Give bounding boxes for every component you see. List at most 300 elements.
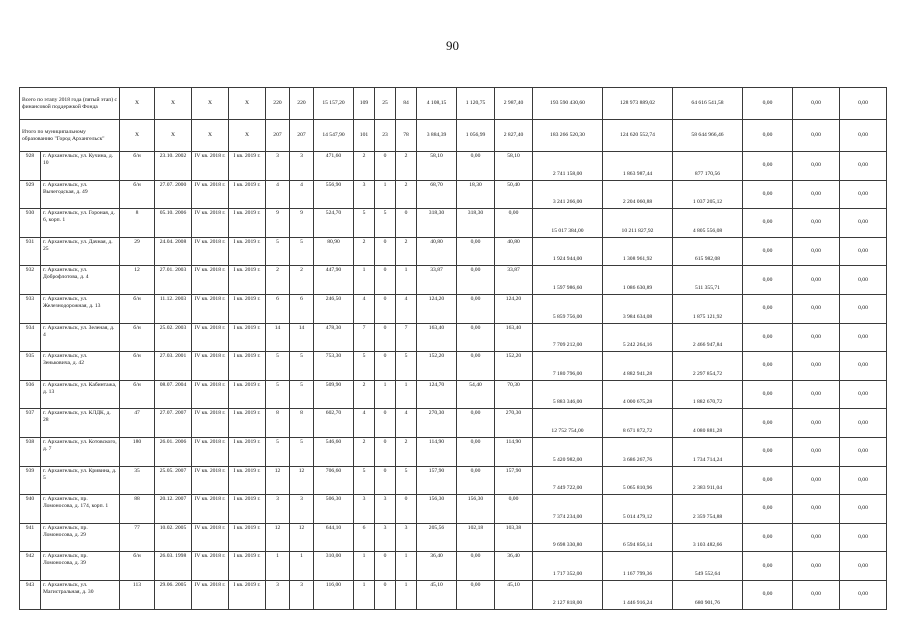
table-cell: 10 211 827,92 — [603, 209, 673, 238]
table-cell: 27.03. 2001 — [155, 352, 192, 381]
table-cell: IV кв. 2018 г. — [192, 152, 229, 181]
table-cell: г. Архангельск, ул. Магистральная, д. 30 — [41, 580, 120, 609]
table-cell: 163,40 — [417, 323, 457, 352]
table-cell: 0,00 — [743, 266, 793, 295]
table-cell: 1 446 916,24 — [603, 580, 673, 609]
table-cell: 5 — [290, 352, 314, 381]
table-cell: 549 552,64 — [673, 552, 743, 581]
resettlement-table — [19, 87, 887, 610]
table-cell: IV кв. 2018 г. — [192, 266, 229, 295]
table-cell: 0,00 — [793, 180, 840, 209]
table-cell: 5 014 479,12 — [603, 495, 673, 524]
table-cell: 3 — [375, 495, 396, 524]
table-cell: 0 — [375, 352, 396, 381]
table-cell: 7 449 722,00 — [533, 466, 603, 495]
table-cell: IV кв. 2018 г. — [192, 237, 229, 266]
table-cell: 1 056,99 — [457, 120, 495, 152]
table-cell: 0 — [375, 580, 396, 609]
table-cell: 0,00 — [743, 580, 793, 609]
table-cell: 12 — [290, 466, 314, 495]
table-row — [20, 523, 887, 552]
table-cell: 4 — [354, 294, 375, 323]
table-cell: 124,70 — [417, 380, 457, 409]
table-cell: 156,30 — [457, 495, 495, 524]
table-cell: 64 616 541,58 — [673, 88, 743, 120]
table-cell: 33,87 — [495, 266, 533, 295]
table-cell: 3 984 634,08 — [603, 294, 673, 323]
table-cell: 4 108,15 — [417, 88, 457, 120]
table-cell: б/н — [120, 323, 155, 352]
table-cell: 25 — [375, 88, 396, 120]
table-cell: 2 — [354, 437, 375, 466]
table-cell: 207 — [266, 120, 290, 152]
table-cell: 5 065 810,96 — [603, 466, 673, 495]
table-cell: 2 — [396, 437, 417, 466]
table-cell: 0,00 — [457, 152, 495, 181]
table-cell: 1 — [290, 552, 314, 581]
table-cell: 0,00 — [840, 580, 887, 609]
table-body — [20, 88, 887, 610]
table-cell: 15 157,20 — [314, 88, 354, 120]
table-cell: 0,00 — [743, 209, 793, 238]
table-cell: 0,00 — [793, 266, 840, 295]
table-cell: 0,00 — [743, 152, 793, 181]
table-cell: 942 — [20, 552, 41, 581]
table-cell: 509,90 — [314, 380, 354, 409]
table-cell: 933 — [20, 294, 41, 323]
table-cell: 0,00 — [743, 294, 793, 323]
table-cell: 0,00 — [840, 437, 887, 466]
table-cell: 7 — [396, 323, 417, 352]
table-cell: 220 — [266, 88, 290, 120]
table-cell: 471,60 — [314, 152, 354, 181]
table-cell: 0,00 — [793, 120, 840, 152]
table-cell: 26.01. 2006 — [155, 437, 192, 466]
table-cell: 1 875 121,92 — [673, 294, 743, 323]
table-cell: 2 987,40 — [495, 88, 533, 120]
table-cell: 4 — [396, 294, 417, 323]
table-cell: 0,00 — [457, 237, 495, 266]
summary-row — [20, 88, 887, 120]
table-cell: 1 308 961,92 — [603, 237, 673, 266]
table-cell: X — [155, 120, 192, 152]
table-cell: г. Архангельск, ул. Кривина, д. 5 — [41, 466, 120, 495]
table-cell: г. Архангельск, ул. Котовского, д. 7 — [41, 437, 120, 466]
table-cell: 0,00 — [743, 409, 793, 438]
table-cell: б/н — [120, 552, 155, 581]
table-cell: б/н — [120, 180, 155, 209]
table-cell: 4 000 675,28 — [603, 380, 673, 409]
table-row — [20, 409, 887, 438]
table-cell: X — [120, 120, 155, 152]
table-cell: 5 — [396, 466, 417, 495]
table-cell: 6 594 856,14 — [603, 523, 673, 552]
table-cell: I кв. 2019 г. — [229, 523, 266, 552]
table-cell: 1 — [396, 266, 417, 295]
table-cell: 5 — [290, 437, 314, 466]
table-cell: 0,00 — [457, 323, 495, 352]
table-cell: 0,00 — [840, 495, 887, 524]
table-row — [20, 352, 887, 381]
table-cell: 5 — [266, 437, 290, 466]
table-cell: X — [120, 88, 155, 120]
table-cell: IV кв. 2018 г. — [192, 466, 229, 495]
table-cell: 18,30 — [457, 180, 495, 209]
table-cell: 58,10 — [417, 152, 457, 181]
table-cell: 0,00 — [743, 523, 793, 552]
table-cell: 14 547,90 — [314, 120, 354, 152]
table-cell: 205,56 — [417, 523, 457, 552]
table-cell: 5 — [290, 380, 314, 409]
table-cell: 0,00 — [457, 466, 495, 495]
table-cell: 524,70 — [314, 209, 354, 238]
table-cell: 0,00 — [793, 495, 840, 524]
table-cell: 615 982,08 — [673, 237, 743, 266]
table-cell: 0 — [375, 266, 396, 295]
table-cell: г. Архангельск, пр. Ломоносова, д. 29 — [41, 523, 120, 552]
table-cell: 4 080 881,28 — [673, 409, 743, 438]
table-cell: I кв. 2019 г. — [229, 323, 266, 352]
table-cell: 6 — [354, 523, 375, 552]
table-row — [20, 152, 887, 181]
table-cell: 1 — [354, 552, 375, 581]
table-cell: IV кв. 2018 г. — [192, 180, 229, 209]
table-row — [20, 209, 887, 238]
table-cell: 506,30 — [314, 495, 354, 524]
table-cell: 113 — [120, 580, 155, 609]
table-cell: 4 — [266, 180, 290, 209]
table-cell: I кв. 2019 г. — [229, 409, 266, 438]
table-cell: 12 752 754,00 — [533, 409, 603, 438]
table-cell: 8 671 872,72 — [603, 409, 673, 438]
table-cell: 0,00 — [793, 209, 840, 238]
table-cell: 5 — [354, 209, 375, 238]
table-cell: 0,00 — [840, 323, 887, 352]
table-cell: г. Архангельск, ул. Зеньковича, д. 42 — [41, 352, 120, 381]
table-cell: 70,30 — [495, 380, 533, 409]
table-cell: 27.01. 2003 — [155, 266, 192, 295]
table-cell: 0,00 — [840, 120, 887, 152]
table-cell: IV кв. 2018 г. — [192, 323, 229, 352]
table-cell: 1 037 205,12 — [673, 180, 743, 209]
table-cell: 0,00 — [840, 266, 887, 295]
table-cell: 7 180 796,00 — [533, 352, 603, 381]
table-cell: 0,00 — [495, 209, 533, 238]
table-cell: 943 — [20, 580, 41, 609]
table-cell: 0,00 — [840, 466, 887, 495]
table-cell: 1 — [396, 380, 417, 409]
table-cell: I кв. 2019 г. — [229, 552, 266, 581]
table-cell: 0,00 — [457, 580, 495, 609]
table-cell: 35 — [120, 466, 155, 495]
table-cell: 0,00 — [495, 495, 533, 524]
table-cell: 2 — [396, 180, 417, 209]
table-cell: 2 204 060,88 — [603, 180, 673, 209]
table-cell: 938 — [20, 437, 41, 466]
table-cell: 0 — [375, 323, 396, 352]
table-cell: 706,60 — [314, 466, 354, 495]
table-cell: 5 — [290, 237, 314, 266]
table-cell: 0 — [375, 409, 396, 438]
table-cell: 5 883 346,00 — [533, 380, 603, 409]
table-cell: 25.05. 2007 — [155, 466, 192, 495]
table-cell: 0 — [375, 152, 396, 181]
table-cell: 3 241 266,00 — [533, 180, 603, 209]
table-cell: 3 884,39 — [417, 120, 457, 152]
table-cell: 0,00 — [743, 495, 793, 524]
table-cell: 318,30 — [457, 209, 495, 238]
table-cell: 193 590 430,60 — [533, 88, 603, 120]
table-cell: 0,00 — [793, 580, 840, 609]
table-cell: 0 — [396, 209, 417, 238]
table-cell: 157,90 — [495, 466, 533, 495]
table-cell: 0 — [375, 237, 396, 266]
table-cell: 941 — [20, 523, 41, 552]
table-cell: 152,20 — [417, 352, 457, 381]
table-cell: г. Архангельск, ул. Кучина, д. 10 — [41, 152, 120, 181]
table-cell: 0,00 — [793, 88, 840, 120]
table-cell: 12 — [266, 466, 290, 495]
table-cell: 2 466 947,84 — [673, 323, 743, 352]
table-cell: 3 — [354, 495, 375, 524]
table-cell: 15 017 384,00 — [533, 209, 603, 238]
table-cell: I кв. 2019 г. — [229, 352, 266, 381]
table-cell: 40,80 — [417, 237, 457, 266]
table-cell: 5 420 982,00 — [533, 437, 603, 466]
table-row — [20, 580, 887, 609]
table-cell: 5 — [396, 352, 417, 381]
table-cell: 54,40 — [457, 380, 495, 409]
table-cell: 0,00 — [743, 437, 793, 466]
table-cell: 5 859 756,00 — [533, 294, 603, 323]
table-cell: 20.12. 2007 — [155, 495, 192, 524]
table-cell: 0,00 — [793, 466, 840, 495]
table-cell: 0,00 — [743, 466, 793, 495]
table-cell: 0,00 — [457, 294, 495, 323]
table-cell: 3 686 267,76 — [603, 437, 673, 466]
table-cell: 877 170,56 — [673, 152, 743, 181]
table-cell: 1 734 714,24 — [673, 437, 743, 466]
table-cell: 114,90 — [495, 437, 533, 466]
table-row — [20, 552, 887, 581]
table-cell: Всего по этапу 2018 года (пятый этап) с финансовой поддержкой Фонда — [20, 88, 120, 120]
table-row — [20, 437, 887, 466]
table-cell: 2 — [396, 152, 417, 181]
table-row — [20, 466, 887, 495]
table-cell: 23 — [375, 120, 396, 152]
table-cell: б/н — [120, 152, 155, 181]
table-cell: 0,00 — [743, 352, 793, 381]
table-cell: 936 — [20, 380, 41, 409]
table-cell: 58 644 966,46 — [673, 120, 743, 152]
table-cell: 4 — [354, 409, 375, 438]
table-cell: 116,00 — [314, 580, 354, 609]
table-cell: 1 — [354, 266, 375, 295]
table-row — [20, 495, 887, 524]
table-cell: IV кв. 2018 г. — [192, 580, 229, 609]
table-cell: 9 — [290, 209, 314, 238]
table-cell: 4 — [290, 180, 314, 209]
table-cell: 6 — [290, 294, 314, 323]
table-cell: I кв. 2019 г. — [229, 495, 266, 524]
table-cell: 5 242 264,16 — [603, 323, 673, 352]
table-cell: 2 827,40 — [495, 120, 533, 152]
table-cell: 40,80 — [495, 237, 533, 266]
table-cell: 2 — [354, 380, 375, 409]
table-cell: г. Архангельск, ул. Гороная, д. 6, корп. 1 — [41, 209, 120, 238]
table-cell: 6 — [266, 294, 290, 323]
table-cell: 932 — [20, 266, 41, 295]
table-row — [20, 237, 887, 266]
table-cell: I кв. 2019 г. — [229, 266, 266, 295]
table-cell: 68,70 — [417, 180, 457, 209]
table-cell: 36,40 — [495, 552, 533, 581]
table-cell: 0,00 — [793, 152, 840, 181]
table-cell: 0,00 — [840, 380, 887, 409]
table-cell: 931 — [20, 237, 41, 266]
table-cell: 5 — [354, 352, 375, 381]
table-cell: 1 863 987,44 — [603, 152, 673, 181]
table-cell: 23.10. 2002 — [155, 152, 192, 181]
table-cell: 3 — [396, 523, 417, 552]
table-cell: 3 — [290, 580, 314, 609]
table-row — [20, 180, 887, 209]
table-cell: 934 — [20, 323, 41, 352]
table-cell: 84 — [396, 88, 417, 120]
table-cell: 2 — [396, 237, 417, 266]
table-cell: б/н — [120, 294, 155, 323]
table-cell: 80,90 — [314, 237, 354, 266]
table-cell: 1 120,75 — [457, 88, 495, 120]
table-cell: 45,10 — [495, 580, 533, 609]
table-cell: 2 359 754,88 — [673, 495, 743, 524]
table-cell: 644,10 — [314, 523, 354, 552]
table-cell: 0,00 — [793, 552, 840, 581]
table-cell: 1 717 352,00 — [533, 552, 603, 581]
table-cell: 27.07. 2000 — [155, 180, 192, 209]
table-cell: 4 — [396, 409, 417, 438]
table-cell: 5 — [266, 352, 290, 381]
table-cell: 1 — [375, 380, 396, 409]
table-cell: 27.07. 2007 — [155, 409, 192, 438]
table-cell: I кв. 2019 г. — [229, 580, 266, 609]
table-cell: 935 — [20, 352, 41, 381]
table-cell: б/н — [120, 380, 155, 409]
table-cell: 0,00 — [840, 152, 887, 181]
table-cell: 77 — [120, 523, 155, 552]
table-cell: IV кв. 2018 г. — [192, 380, 229, 409]
table-cell: I кв. 2019 г. — [229, 152, 266, 181]
table-cell: 929 — [20, 180, 41, 209]
table-cell: 7 — [354, 323, 375, 352]
table-cell: 310,00 — [314, 552, 354, 581]
table-cell: 0,00 — [457, 409, 495, 438]
table-cell: 3 — [266, 580, 290, 609]
table-cell: X — [229, 120, 266, 152]
table-cell: 940 — [20, 495, 41, 524]
table-cell: 2 297 854,72 — [673, 352, 743, 381]
table-cell: X — [155, 88, 192, 120]
table-cell: 183 266 520,30 — [533, 120, 603, 152]
table-cell: 163,40 — [495, 323, 533, 352]
table-cell: 8 — [290, 409, 314, 438]
table-cell: 5 — [266, 237, 290, 266]
table-cell: 156,30 — [417, 495, 457, 524]
table-cell: IV кв. 2018 г. — [192, 552, 229, 581]
table-cell: 4 882 941,28 — [603, 352, 673, 381]
table-cell: 546,60 — [314, 437, 354, 466]
table-cell: 270,30 — [417, 409, 457, 438]
table-cell: 102,18 — [457, 523, 495, 552]
table-cell: 0,00 — [840, 88, 887, 120]
table-cell: 10.02. 2005 — [155, 523, 192, 552]
table-cell: 7 374 234,00 — [533, 495, 603, 524]
table-cell: 0 — [375, 437, 396, 466]
table-cell: 0,00 — [840, 409, 887, 438]
table-cell: 1 597 986,60 — [533, 266, 603, 295]
table-cell: 3 — [290, 152, 314, 181]
table-cell: 0,00 — [840, 552, 887, 581]
table-cell: I кв. 2019 г. — [229, 466, 266, 495]
table-cell: 0,00 — [840, 209, 887, 238]
table-cell: 124,20 — [495, 294, 533, 323]
table-cell: 109 — [354, 88, 375, 120]
table-cell: X — [229, 88, 266, 120]
table-cell: 0,00 — [743, 120, 793, 152]
table-cell: 29 — [120, 237, 155, 266]
table-cell: 0,00 — [743, 88, 793, 120]
table-cell: 511 355,71 — [673, 266, 743, 295]
table-cell: 12 — [266, 523, 290, 552]
table-cell: 58,10 — [495, 152, 533, 181]
table-cell: 0 — [375, 466, 396, 495]
table-cell: 05.10. 2006 — [155, 209, 192, 238]
table-row — [20, 323, 887, 352]
table-cell: 26.03. 1998 — [155, 552, 192, 581]
table-cell: 0,00 — [793, 352, 840, 381]
table-cell: 9 — [266, 209, 290, 238]
table-cell: 939 — [20, 466, 41, 495]
table-cell: 556,90 — [314, 180, 354, 209]
table-cell: 246,50 — [314, 294, 354, 323]
table-cell: 0,00 — [457, 437, 495, 466]
table-cell: 157,90 — [417, 466, 457, 495]
table-cell: г. Архангельск, ул. Доброфлотова, д. 4 — [41, 266, 120, 295]
table-cell: 14 — [266, 323, 290, 352]
table-cell: 1 924 944,00 — [533, 237, 603, 266]
table-cell: IV кв. 2018 г. — [192, 437, 229, 466]
table-cell: I кв. 2019 г. — [229, 437, 266, 466]
table-cell: 0 — [396, 495, 417, 524]
table-cell: г. Архангельск, ул. Зеленая, д. 4 — [41, 323, 120, 352]
table-cell: 25.02. 2003 — [155, 323, 192, 352]
table-cell: г. Архангельск, ул. Железнодорожная, д. 13 — [41, 294, 120, 323]
table-cell: 180 — [120, 437, 155, 466]
table-cell: 0,00 — [793, 323, 840, 352]
table-cell: 11.12. 2003 — [155, 294, 192, 323]
table-cell: 1 — [396, 580, 417, 609]
table-cell: 29.06. 2005 — [155, 580, 192, 609]
table-cell: 124 620 552,74 — [603, 120, 673, 152]
table-cell: 0,00 — [793, 523, 840, 552]
table-cell: 0,00 — [457, 266, 495, 295]
table-cell: IV кв. 2018 г. — [192, 409, 229, 438]
table-cell: 0,00 — [743, 180, 793, 209]
table-cell: 1 — [354, 580, 375, 609]
table-cell: IV кв. 2018 г. — [192, 523, 229, 552]
table-cell: 12 — [120, 266, 155, 295]
table-cell: 0,00 — [743, 552, 793, 581]
